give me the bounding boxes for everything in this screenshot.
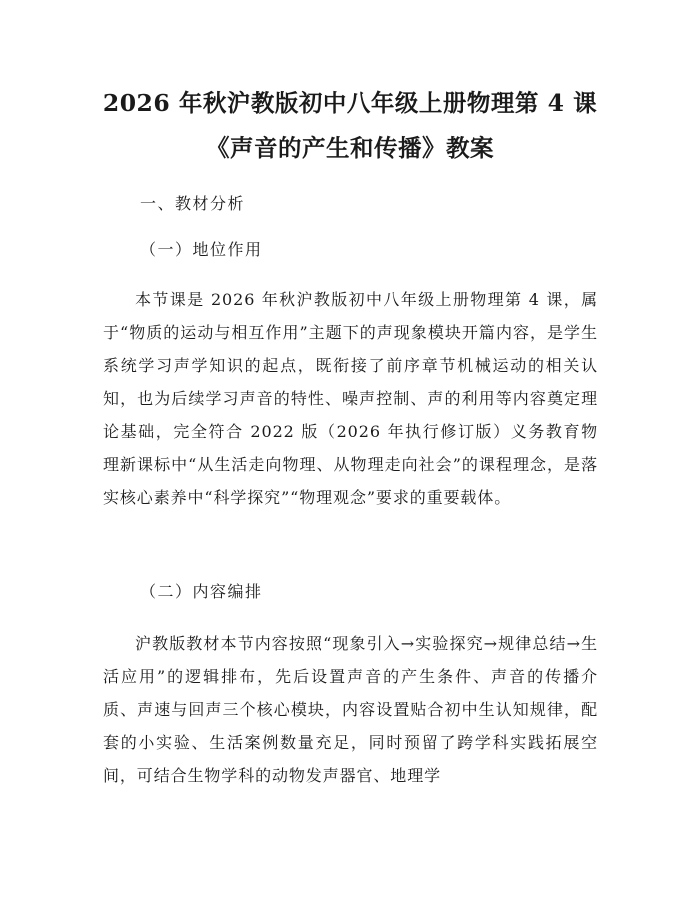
paragraph-position-role: 本节课是 2026 年秋沪教版初中八年级上册物理第 4 课，属于“物质的运动与相互作用”主题下的声现象模块开篇内容，是学生系统学习声学知识的起点，既衔接了前序章节机械运动的相关认知，也为后续学习声音的特性、噪声控制、声的利用等内容奠定理论基础，完全符合 2022 版（2026 年执行修订版）义务教育物理新课标中“从生活走向物理、从物理走向社会”的课程理念，是落实核心素养中“科学探究”“物理观念”要求的重要载体。 <box>103 290 598 507</box>
document-title-line-2: 《声音的产生和传播》教案 <box>206 134 494 162</box>
paragraph-content-arrangement: 沪教版教材本节内容按照“现象引入→实验探究→规律总结→生活应用”的逻辑排布，先后设置声音的产生条件、声音的传播介质、声速与回声三个核心模块，内容设置贴合初中生认知规律，配套的小实验、生活案例数量充足，同时预留了跨学科实践拓展空间，可结合生物学科的动物发声器官、地理学 <box>103 634 598 785</box>
document-title-line-1: 2026 年秋沪教版初中八年级上册物理第 4 课 <box>102 89 598 117</box>
section-heading-textbook-analysis: 一、教材分析 <box>140 194 246 213</box>
subsection-heading-position-role: （一）地位作用 <box>140 240 263 259</box>
subsection-heading-content-arrangement: （二）内容编排 <box>140 582 263 601</box>
